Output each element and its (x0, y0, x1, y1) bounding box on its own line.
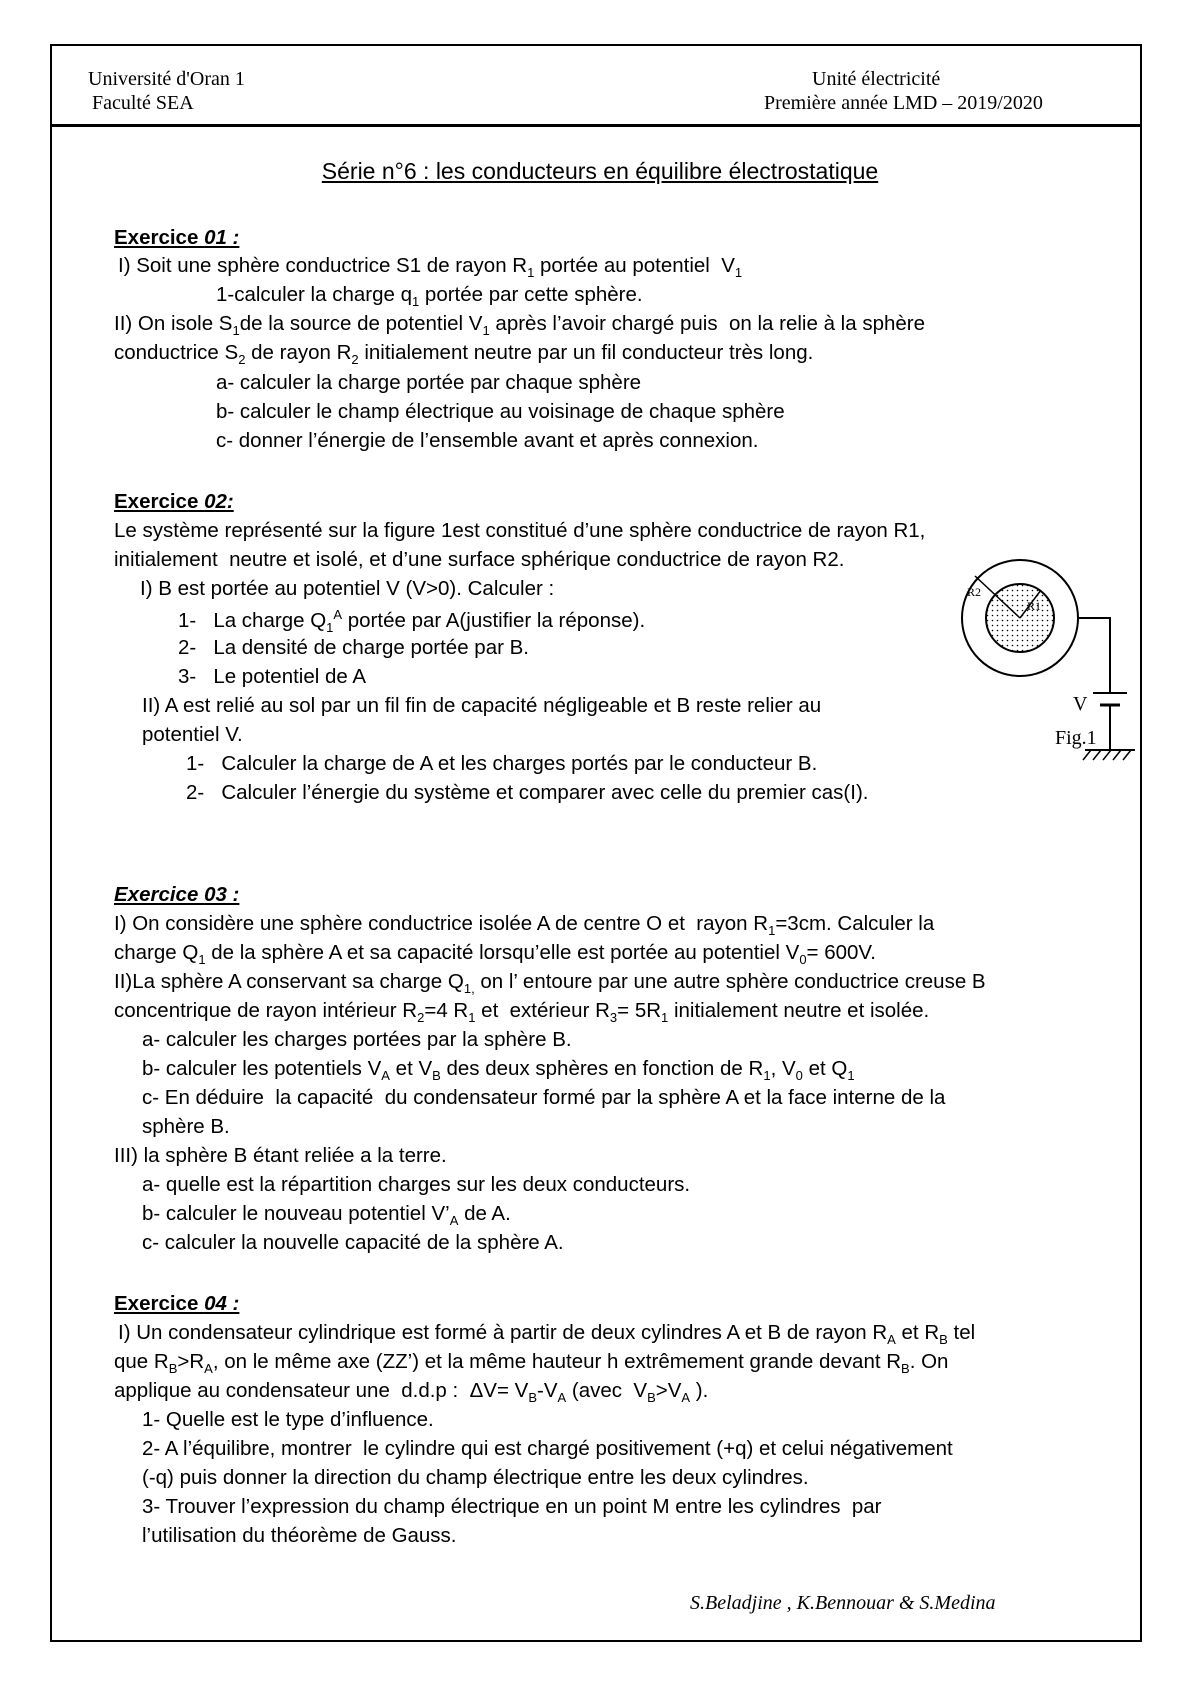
label-R2: R2 (967, 585, 982, 599)
ex4-line: que $R_B>R_A$, on le même axe (ZZ’) et la même hauteur h extrêmement grande devant $R_B$. On (114, 1350, 949, 1377)
ground-hatch (1123, 750, 1131, 760)
label-R1: R1 (1027, 599, 1042, 613)
unit-name: Unité électricité (812, 68, 941, 90)
ex3-line: c- calculer la nouvelle capacité de la sphère A. (142, 1231, 564, 1254)
figure-1 (955, 558, 1140, 780)
header-divider (50, 124, 1142, 127)
ex2-line: 2- Calculer l’énergie du système et comparer avec celle du premier cas(I). (186, 781, 869, 804)
ex2-line: initialement neutre et isolé, et d’une surface sphérique conductrice de rayon R2. (114, 548, 845, 571)
ground-hatch (1103, 750, 1111, 760)
exercise-1-heading: Exercice 01 : (114, 226, 240, 249)
ex2-line: II) A est relié au sol par un fil fin de capacité négligeable et B reste relier au (142, 694, 822, 717)
ex2-line: 1- La charge $Q_1^A$ portée par A(justifier la réponse). (178, 607, 646, 635)
ex3-line: b- calculer le nouveau potentiel $V’_A$ de A. (142, 1202, 511, 1229)
ex3-line: a- calculer les charges portées par la sphère B. (142, 1028, 572, 1051)
ex3-line: II)La sphère A conservant sa charge $Q_{1,}$ on l’ entoure par une autre sphère conductrice creuse B (114, 970, 986, 997)
exercise-3-heading: Exercice 03 : (114, 883, 240, 906)
ex1-line: a- calculer la charge portée par chaque sphère (216, 371, 642, 394)
ex3-line: sphère B. (142, 1115, 230, 1138)
authors-signature: S.Beladjine , K.Bennouar & S.Medina (690, 1592, 996, 1614)
ex2-line: 2- La densité de charge portée par B. (178, 636, 530, 659)
ex3-line: charge $Q_1$ de la sphère A et sa capacité lorsqu’elle est portée au potentiel $V_0= 600V$. (114, 941, 876, 968)
exercise-2-heading: Exercice 02: (114, 490, 234, 513)
ground-hatch (1083, 750, 1091, 760)
ex2-line: potentiel V. (142, 723, 243, 746)
ex2-line: 3- Le potentiel de A (178, 665, 367, 688)
ex1-line: I) Soit une sphère conductrice S1 de rayon $R_1$ portée au potentiel $V_1$ (118, 254, 743, 281)
ex2-line: 1- Calculer la charge de A et les charges portés par le conducteur B. (186, 752, 818, 775)
ex1-line: c- donner l’énergie de l’ensemble avant et après connexion. (216, 429, 759, 452)
page-title: Série n°6 : les conducteurs en équilibre électrostatique (321, 158, 879, 184)
ground-hatch (1093, 750, 1101, 760)
ex4-line: applique au condensateur une d.d.p : $\Delta V= V_B-V_A$ (avec $V_B>V_A$ ). (114, 1379, 709, 1406)
ex1-line: 1-calculer la charge $q_1$ portée par cette sphère. (216, 283, 643, 310)
ex2-line: Le système représenté sur la figure 1est constitué d’une sphère conductrice de rayon R1, (114, 519, 926, 542)
ex2-line: I) B est portée au potentiel V (V>0). Calculer : (140, 577, 555, 600)
ex4-line: (-q) puis donner la direction du champ électrique entre les deux cylindres. (142, 1466, 809, 1489)
ex1-line: b- calculer le champ électrique au voisinage de chaque sphère (216, 400, 785, 423)
ex3-line: I) On considère une sphère conductrice isolée A de centre O et rayon $R_1=3cm$. Calculer la (114, 912, 935, 939)
ex3-line: c- En déduire la capacité du condensateur formé par la sphère A et la face interne de la (142, 1086, 946, 1109)
ex3-line: concentrique de rayon intérieur $R_2=4$ $R_1$ et extérieur $R_3= 5R_1$ initialement neutre et isolée. (114, 999, 930, 1026)
ex1-line: II) On isole $S_1de$ la source de potentiel $V_1$ après l’avoir chargé puis on la relie à la sphère (114, 312, 926, 339)
ex4-line: l’utilisation du théorème de Gauss. (142, 1524, 457, 1547)
ex1-line: conductrice $S_2$ de rayon $R_2$ initialement neutre par un fil conducteur très long. (114, 341, 814, 368)
university-name: Université d'Oran 1 (88, 68, 245, 90)
label-fig1: Fig.1 (1055, 727, 1097, 749)
ex3-line: a- quelle est la répartition charges sur les deux conducteurs. (142, 1173, 691, 1196)
label-V: V (1073, 693, 1088, 715)
ex3-line: III) la sphère B étant reliée a la terre. (114, 1144, 447, 1167)
ex4-line: 3- Trouver l’expression du champ électrique en un point M entre les cylindres par (142, 1495, 882, 1518)
wire (1078, 618, 1110, 693)
faculty-name: Faculté SEA (92, 92, 194, 114)
ground-hatch (1113, 750, 1121, 760)
ex4-line: I) Un condensateur cylindrique est formé à partir de deux cylindres A et B de rayon $R_A$ et $R_B$ tel (118, 1321, 976, 1348)
ex3-line: b- calculer les potentiels $V_A$ et $V_B$ des deux sphères en fonction de $R_1$, $V_0$ et $Q_1$ (142, 1057, 855, 1084)
ex4-line: 2- A l’équilibre, montrer le cylindre qui est chargé positivement (+q) et celui négativement (142, 1437, 953, 1460)
academic-year: Première année LMD – 2019/2020 (764, 92, 1043, 114)
ex4-line: 1- Quelle est le type d’influence. (142, 1408, 434, 1431)
exercise-4-heading: Exercice 04 : (114, 1292, 240, 1315)
